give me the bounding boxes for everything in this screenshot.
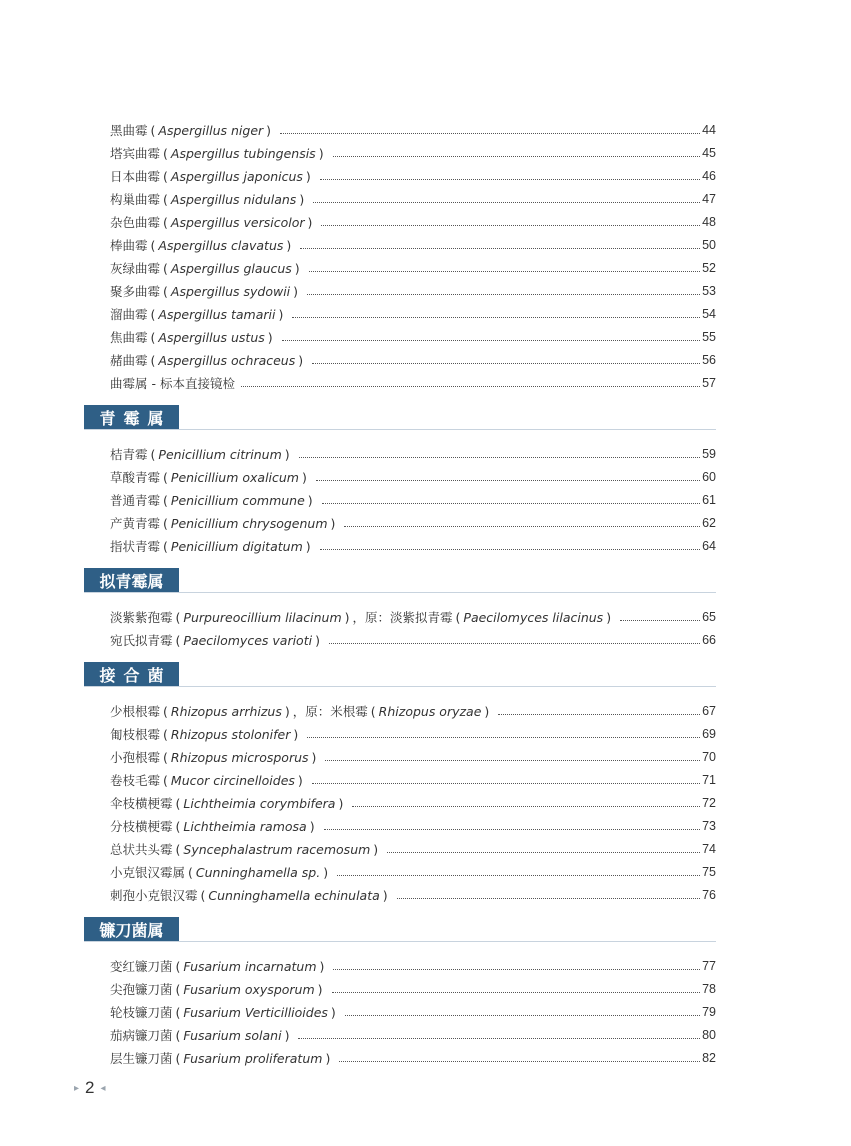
section-title: 镰刀菌属 <box>99 920 164 940</box>
toc-entry[interactable] <box>110 747 716 767</box>
entry-chinese-name: 刺孢小克银汉霉 <box>110 888 198 903</box>
entry-chinese-name: 黑曲霉 <box>110 123 148 138</box>
dot-leader <box>324 829 700 830</box>
paren-open: ( <box>150 352 156 368</box>
entry-latin-name: Fusarium oxysporum <box>183 981 315 997</box>
entry-latin-name: Fusarium solani <box>183 1027 282 1043</box>
dot-leader <box>282 340 700 341</box>
toc-entry[interactable] <box>110 235 716 255</box>
entry-latin-name: Syncephalastrum racemosum <box>183 841 371 857</box>
entry-page-number: 72 <box>702 796 716 810</box>
entry-latin-name: Aspergillus glaucus <box>170 260 292 276</box>
paren-close: ) <box>278 306 284 322</box>
section-header <box>84 917 179 941</box>
entry-latin-name: Aspergillus tubingensis <box>170 145 316 161</box>
dot-leader <box>292 317 700 318</box>
dot-leader <box>337 875 700 876</box>
dot-leader <box>332 992 701 993</box>
paren-close: ) <box>305 538 311 554</box>
entry-page-number: 82 <box>702 1051 716 1065</box>
entry-chinese-name: 分枝横梗霉 <box>110 819 173 834</box>
entry-page-number: 67 <box>702 704 716 718</box>
entry-page-number: 47 <box>702 192 716 206</box>
entry-latin-name: Penicillium oxalicum <box>170 469 299 485</box>
toc-entry[interactable] <box>110 304 716 324</box>
paren-open: ( <box>455 609 461 625</box>
paren-close: ) <box>330 515 336 531</box>
entry-chinese-name: 溜曲霉 <box>110 307 148 322</box>
entry-latin-name: Rhizopus stolonifer <box>170 726 291 742</box>
entry-latin-name: Aspergillus niger <box>158 122 264 138</box>
entry-latin-name: Fusarium incarnatum <box>183 958 317 974</box>
entry-page-number: 71 <box>702 773 716 787</box>
entry-page-number: 52 <box>702 261 716 275</box>
entry-chinese-name: 构巢曲霉 <box>110 192 161 207</box>
entry-latin-name: Lichtheimia corymbifera <box>183 795 336 811</box>
entry-latin-name: Cunninghamella sp. <box>195 864 321 880</box>
toc-entry[interactable] <box>110 816 716 836</box>
entry-page-number: 78 <box>702 982 716 996</box>
toc-entry[interactable] <box>110 1025 716 1045</box>
paren-open: ( <box>163 191 168 207</box>
toc-entry[interactable] <box>110 120 716 140</box>
entry-latin-name: Mucor circinelloides <box>170 772 295 788</box>
entry-chinese-name: 总状共头霉 <box>110 842 173 857</box>
entry-latin-name: Purpureocillium lilacinum <box>183 609 342 625</box>
entry-latin-name: Rhizopus arrhizus <box>170 703 282 719</box>
paren-close: ) <box>319 958 325 974</box>
toc-entry[interactable] <box>110 979 716 999</box>
toc-entry[interactable] <box>110 862 716 882</box>
section-divider <box>84 592 716 593</box>
entry-chinese-name: 小孢根霉 <box>110 750 161 765</box>
section-title: 拟青霉属 <box>99 571 164 591</box>
paren-close: ) <box>293 283 299 299</box>
paren-close: ) <box>330 1004 336 1020</box>
toc-entry[interactable] <box>110 839 716 859</box>
paren-close: ) <box>267 329 273 345</box>
dot-leader <box>298 1038 700 1039</box>
entry-chinese-name: 轮枝镰刀菌 <box>110 1005 173 1020</box>
toc-entry[interactable] <box>110 258 716 278</box>
dot-leader <box>321 225 700 226</box>
entry-latin-name: Penicillium digitatum <box>170 538 303 554</box>
former-name-label: ，原：淡紫拟青霉 <box>352 610 453 625</box>
entry-chinese-name: 尖孢镰刀菌 <box>110 982 173 997</box>
paren-close: ) <box>302 469 307 485</box>
paren-open: ( <box>163 703 168 719</box>
paren-close: ) <box>373 841 379 857</box>
section-divider <box>84 686 716 687</box>
entry-latin-name: Aspergillus ochraceus <box>158 352 296 368</box>
dot-leader <box>307 737 700 738</box>
dot-leader <box>312 783 700 784</box>
entry-chinese-name: 焦曲霉 <box>110 330 148 345</box>
entry-chinese-name: 草酸青霉 <box>110 470 161 485</box>
toc-entry[interactable] <box>110 513 716 533</box>
paren-close: ) <box>266 122 272 138</box>
entry-chinese-name: 少根根霉 <box>110 704 161 719</box>
entry-page-number: 44 <box>702 123 716 137</box>
entry-former-name <box>293 702 368 720</box>
entry-page-number: 60 <box>702 470 716 484</box>
dot-leader <box>300 248 700 249</box>
toc-entry[interactable] <box>110 630 716 650</box>
entry-chinese-name: 桔青霉 <box>110 447 148 462</box>
entry-latin-name: Penicillium citrinum <box>158 446 282 462</box>
paren-open: ( <box>163 492 168 508</box>
paren-open: ( <box>175 632 181 648</box>
paren-open: ( <box>163 749 168 765</box>
paren-open: ( <box>370 703 376 719</box>
entry-latin-name: Fusarium Verticillioides <box>183 1004 328 1020</box>
paren-close: ) <box>317 981 323 997</box>
entry-page-number: 70 <box>702 750 716 764</box>
toc-entry[interactable] <box>110 350 716 370</box>
paren-open: ( <box>163 515 168 531</box>
entry-chinese-name: 匍枝根霉 <box>110 727 161 742</box>
entry-page-number: 77 <box>702 959 716 973</box>
paren-open: ( <box>175 609 181 625</box>
entry-page-number: 80 <box>702 1028 716 1042</box>
entry-chinese-name: 伞枝横梗霉 <box>110 796 173 811</box>
entry-latin-name: Penicillium chrysogenum <box>170 515 328 531</box>
paren-open: ( <box>150 122 156 138</box>
footer-arrow-right-icon: ▸ <box>74 1082 80 1094</box>
entry-chinese-name: 灰绿曲霉 <box>110 261 161 276</box>
dot-leader <box>316 480 700 481</box>
toc-entry[interactable] <box>110 327 716 347</box>
dot-leader <box>312 363 700 364</box>
dot-leader <box>299 457 700 458</box>
entry-chinese-name: 宛氏拟青霉 <box>110 633 173 648</box>
dot-leader <box>498 714 700 715</box>
paren-close: ) <box>484 703 490 719</box>
entry-page-number: 76 <box>702 888 716 902</box>
paren-open: ( <box>175 841 181 857</box>
paren-open: ( <box>150 329 156 345</box>
paren-close: ) <box>315 632 320 648</box>
entry-page-number: 48 <box>702 215 716 229</box>
paren-close: ) <box>286 237 292 253</box>
section-title: 青霉属 <box>99 408 172 428</box>
entry-latin-name: Aspergillus japonicus <box>170 168 303 184</box>
paren-close: ) <box>318 145 324 161</box>
paren-close: ) <box>305 168 311 184</box>
entry-latin-name: Cunninghamella echinulata <box>208 887 380 903</box>
paren-open: ( <box>163 145 168 161</box>
dot-leader <box>309 271 700 272</box>
paren-close: ) <box>284 1027 290 1043</box>
entry-page-number: 74 <box>702 842 716 856</box>
entry-page-number: 55 <box>702 330 716 344</box>
toc-entry[interactable] <box>110 793 716 813</box>
paren-close: ) <box>284 703 290 719</box>
entry-page-number: 53 <box>702 284 716 298</box>
paren-close: ) <box>311 749 317 765</box>
entry-page-number: 57 <box>702 376 716 390</box>
paren-open: ( <box>200 887 206 903</box>
entry-page-number: 62 <box>702 516 716 530</box>
toc-entry[interactable] <box>110 444 716 464</box>
toc-entry[interactable] <box>110 490 716 510</box>
section-header <box>84 662 179 686</box>
section-divider <box>84 429 716 430</box>
entry-page-number: 73 <box>702 819 716 833</box>
toc-entry[interactable] <box>110 1002 716 1022</box>
entry-page-number: 79 <box>702 1005 716 1019</box>
section-title: 接合菌 <box>99 665 172 685</box>
entry-chinese-name: 杂色曲霉 <box>110 215 161 230</box>
entry-former-name <box>353 608 453 626</box>
entry-chinese-name: 层生镰刀菌 <box>110 1051 173 1066</box>
section-header <box>84 568 179 592</box>
entry-chinese-name: 产黄青霉 <box>110 516 161 531</box>
toc-entry[interactable] <box>110 166 716 186</box>
toc-entry[interactable] <box>110 885 716 905</box>
entry-page-number: 59 <box>702 447 716 461</box>
paren-close: ) <box>338 795 344 811</box>
dot-leader <box>320 179 700 180</box>
toc-entry[interactable] <box>110 281 716 301</box>
entry-chinese-name: 日本曲霉 <box>110 169 161 184</box>
paren-close: ) <box>606 609 612 625</box>
toc-entry[interactable] <box>110 467 716 487</box>
toc-entry[interactable] <box>110 701 716 721</box>
page-number: 2 <box>85 1078 95 1097</box>
section-divider <box>84 941 716 942</box>
toc-entry[interactable] <box>110 536 716 556</box>
entry-chinese-name: 赭曲霉 <box>110 353 148 368</box>
entry-chinese-name: 普通青霉 <box>110 493 161 508</box>
entry-chinese-name: 淡紫紫孢霉 <box>110 610 173 625</box>
entry-page-number: 65 <box>702 610 716 624</box>
entry-chinese-name: 小克银汉霉属 <box>110 865 186 880</box>
paren-close: ) <box>307 492 313 508</box>
entry-page-number: 46 <box>702 169 716 183</box>
dot-leader <box>339 1061 700 1062</box>
dot-leader <box>325 760 700 761</box>
paren-close: ) <box>297 772 303 788</box>
paren-open: ( <box>175 1004 181 1020</box>
paren-close: ) <box>298 352 304 368</box>
entry-latin-name: Aspergillus nidulans <box>170 191 297 207</box>
paren-close: ) <box>382 887 388 903</box>
toc-entry[interactable] <box>110 189 716 209</box>
entry-chinese-name: 塔宾曲霉 <box>110 146 161 161</box>
entry-page-number: 45 <box>702 146 716 160</box>
toc-entry[interactable] <box>110 956 716 976</box>
paren-close: ) <box>309 818 315 834</box>
entry-page-number: 64 <box>702 539 716 553</box>
toc-entry[interactable] <box>110 724 716 744</box>
entry-page-number: 50 <box>702 238 716 252</box>
dot-leader <box>352 806 700 807</box>
dot-leader <box>322 503 700 504</box>
entry-page-number: 75 <box>702 865 716 879</box>
entry-chinese-name: 指状青霉 <box>110 539 161 554</box>
entry-chinese-name: 聚多曲霉 <box>110 284 161 299</box>
paren-open: ( <box>163 469 168 485</box>
dot-leader <box>333 156 701 157</box>
toc-entry[interactable] <box>110 212 716 232</box>
paren-close: ) <box>293 726 299 742</box>
paren-open: ( <box>175 1050 181 1066</box>
paren-open: ( <box>175 795 181 811</box>
dot-leader <box>345 1015 700 1016</box>
paren-open: ( <box>150 446 156 462</box>
entry-latin-name: Aspergillus tamarii <box>158 306 276 322</box>
dot-leader <box>397 898 700 899</box>
entry-latin-name: Lichtheimia ramosa <box>183 818 307 834</box>
section-header <box>84 405 179 429</box>
dot-leader <box>280 133 700 134</box>
paren-close: ) <box>294 260 300 276</box>
entry-page-number: 66 <box>702 633 716 647</box>
paren-open: ( <box>163 214 168 230</box>
entry-latin-name: Aspergillus sydowii <box>170 283 291 299</box>
paren-open: ( <box>163 726 168 742</box>
entry-latin-name: Aspergillus versicolor <box>170 214 305 230</box>
paren-open: ( <box>163 538 168 554</box>
footer-arrow-left-icon: ◂ <box>100 1082 106 1094</box>
paren-open: ( <box>175 818 181 834</box>
page-footer <box>74 1078 106 1098</box>
paren-open: ( <box>175 981 181 997</box>
paren-open: ( <box>150 306 156 322</box>
paren-close: ) <box>299 191 305 207</box>
entry-page-number: 54 <box>702 307 716 321</box>
dot-leader <box>344 526 700 527</box>
paren-close: ) <box>323 864 329 880</box>
dot-leader <box>320 549 700 550</box>
toc-entry[interactable] <box>110 607 716 627</box>
dot-leader <box>241 386 700 387</box>
paren-open: ( <box>150 237 156 253</box>
entry-chinese-name: 茄病镰刀菌 <box>110 1028 173 1043</box>
toc-entry[interactable] <box>110 770 716 790</box>
toc-entry[interactable] <box>110 1048 716 1068</box>
paren-open: ( <box>163 283 168 299</box>
dot-leader <box>333 969 700 970</box>
dot-leader <box>313 202 700 203</box>
paren-open: ( <box>175 1027 181 1043</box>
former-name-label: ，原：米根霉 <box>292 704 368 719</box>
paren-close: ) <box>344 609 350 625</box>
paren-close: ) <box>284 446 290 462</box>
paren-open: ( <box>163 260 168 276</box>
paren-open: ( <box>175 958 181 974</box>
paren-open: ( <box>163 168 168 184</box>
dot-leader <box>307 294 700 295</box>
entry-latin-name: Aspergillus clavatus <box>158 237 284 253</box>
entry-chinese-name: 卷枝毛霉 <box>110 773 161 788</box>
dot-leader <box>329 643 700 644</box>
entry-former-latin-name: Paecilomyces lilacinus <box>463 609 604 625</box>
toc-entry[interactable] <box>110 373 716 393</box>
dot-leader <box>620 620 700 621</box>
dot-leader <box>387 852 700 853</box>
entry-latin-name: Aspergillus ustus <box>158 329 265 345</box>
paren-open: ( <box>163 772 168 788</box>
entry-latin-name: Rhizopus microsporus <box>170 749 309 765</box>
entry-latin-name: Paecilomyces varioti <box>183 632 313 648</box>
entry-page-number: 56 <box>702 353 716 367</box>
entry-page-number: 61 <box>702 493 716 507</box>
entry-chinese-name: 曲霉属 - 标本直接镜检 <box>110 376 235 391</box>
entry-former-latin-name: Rhizopus oryzae <box>378 703 482 719</box>
entry-chinese-name: 变红镰刀菌 <box>110 959 173 974</box>
entry-latin-name: Fusarium proliferatum <box>183 1050 323 1066</box>
entry-latin-name: Penicillium commune <box>170 492 305 508</box>
entry-page-number: 69 <box>702 727 716 741</box>
entry-chinese-name: 棒曲霉 <box>110 238 148 253</box>
paren-open: ( <box>188 864 193 880</box>
paren-close: ) <box>307 214 313 230</box>
toc-entry[interactable] <box>110 143 716 163</box>
paren-close: ) <box>325 1050 331 1066</box>
